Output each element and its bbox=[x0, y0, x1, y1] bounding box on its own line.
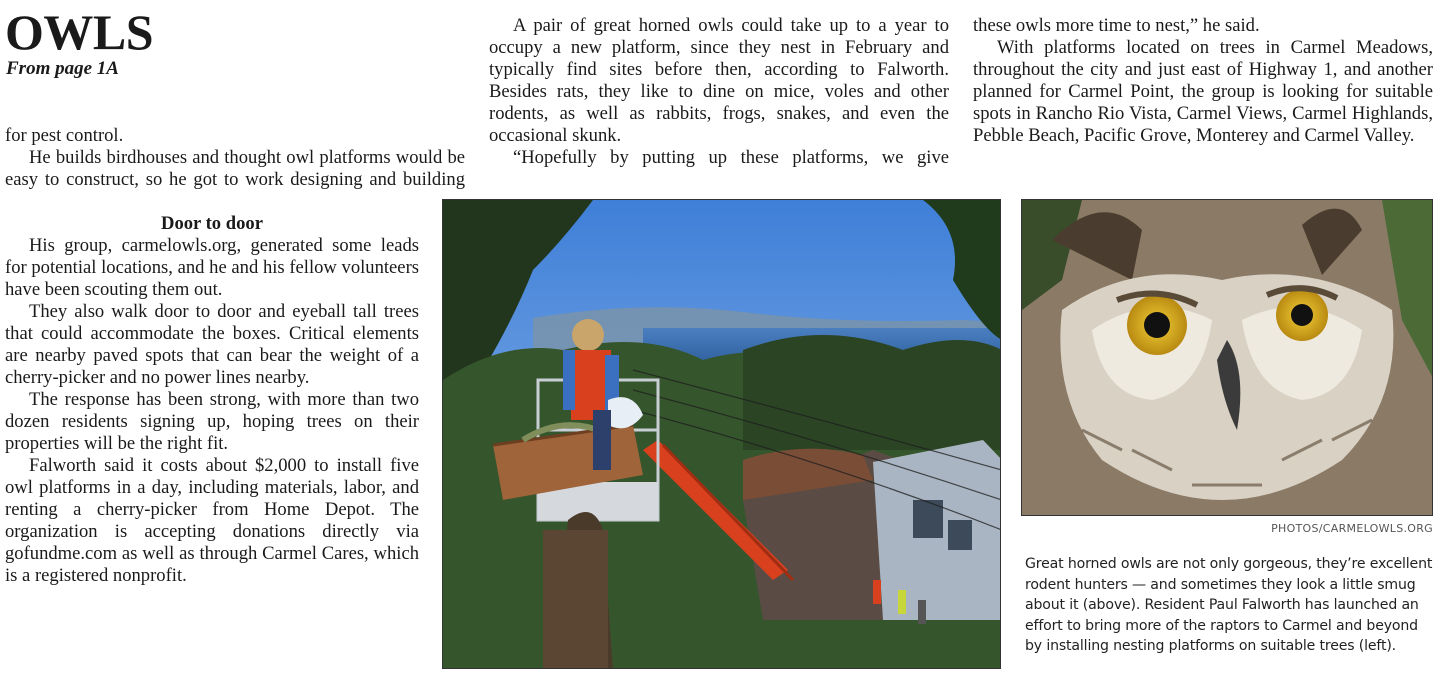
owl-closeup-photo bbox=[1021, 199, 1433, 516]
column-1 bbox=[5, 191, 419, 587]
jump-line: From page 1A bbox=[6, 58, 119, 79]
photo-caption: Great horned owls are not only gorgeous, they’re excellent rodent hunters — and sometimes they look a little smug about it (above). Resident Paul Falworth has launched an effort to bring more of the raptors to Carmel and beyond by installing nesting platforms on suitable trees (left). bbox=[1025, 556, 1433, 654]
paragraph: He builds birdhouses and thought owl platforms would be easy to construct, so he got to work designing and building bbox=[5, 147, 465, 190]
continued-line: for pest control. bbox=[5, 125, 124, 146]
paragraph: “Hopefully by putting up these platforms, we give bbox=[513, 147, 949, 168]
paragraph: They also walk door to door and eyeball tall trees that could accommodate the boxes. Critical elements are nearby paved spots that can bear the weight of a cherry-picker and no power lines nearby. bbox=[5, 301, 419, 388]
owl-illustration bbox=[1022, 200, 1433, 516]
column-3 bbox=[973, 15, 1433, 147]
platform-install-illustration bbox=[443, 200, 1001, 669]
paragraph: Falworth said it costs about $2,000 to install five owl platforms in a day, including materials, labor, and renting a cherry-picker from Home Depot. The organization is accepting donations directly via gofundme.com as well as through Carmel Cares, which is a registered nonprofit. bbox=[5, 455, 419, 586]
paragraph: His group, carmelowls.org, generated some leads for potential locations, and he and his fellow volunteers have been scouting them out. bbox=[5, 235, 419, 300]
column-2 bbox=[489, 15, 949, 169]
paragraph: With platforms located on trees in Carmel Meadows, throughout the city and just east of Highway 1, and another planned for Carmel Point, the group is looking for suitable spots in Rancho Rio Vista, Carmel Views, Carmel Highlands, Pebble Beach, Pacific Grove, Monterey and Carmel Valley. bbox=[973, 37, 1433, 146]
subhead: Door to door bbox=[161, 213, 263, 234]
paragraph: A pair of great horned owls could take up to a year to occupy a new platform, since they nest in February and typically find sites before then, according to Falworth. Besides rats, they like to dine on mice, voles and other rodents, as well as rabbits, frogs, snakes, and even the occasional skunk. bbox=[489, 15, 949, 146]
headline: OWLS bbox=[5, 4, 154, 60]
paragraph: The response has been strong, with more than two dozen residents signing up, hoping trees on their properties will be the right fit. bbox=[5, 389, 419, 454]
photo-credit: PHOTOS/CARMELOWLS.ORG bbox=[1271, 522, 1433, 535]
continued-line: these owls more time to nest,” he said. bbox=[973, 15, 1260, 36]
column-1-top bbox=[5, 125, 465, 191]
platform-install-photo bbox=[442, 199, 1001, 669]
